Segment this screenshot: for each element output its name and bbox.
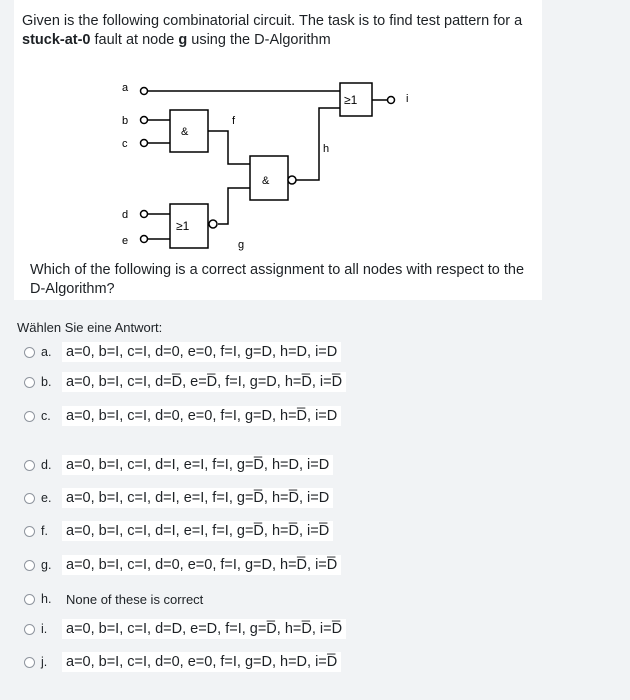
option-text[interactable]: None of these is correct xyxy=(66,591,204,607)
and-gate-2-symbol: & xyxy=(262,175,270,187)
fault-type: stuck-at-0 xyxy=(22,32,91,48)
label-c: c xyxy=(122,138,128,150)
question-intro: Given is the following combinatorial circuit. The task is to find test pattern for a xyxy=(22,13,523,29)
circuit-diagram xyxy=(110,78,450,258)
radio-f[interactable] xyxy=(24,526,35,537)
option-f[interactable] xyxy=(24,519,330,543)
option-letter: a. xyxy=(41,345,52,359)
option-g[interactable] xyxy=(24,553,338,577)
or-gate-1-symbol: ≥1 xyxy=(176,219,190,233)
option-text[interactable]: a=0, b=I, c=I, d=I, e=I, f=I, g=D̅, h=D̅, i=D xyxy=(62,488,333,508)
option-text[interactable]: a=0, b=I, c=I, d=0, e=0, f=I, g=D, h=D, i=D̅ xyxy=(62,652,341,672)
option-j[interactable] xyxy=(24,650,338,674)
option-letter: j. xyxy=(41,655,48,669)
label-d: d xyxy=(122,209,129,221)
radio-j[interactable] xyxy=(24,657,35,668)
option-b[interactable] xyxy=(24,370,343,394)
option-text[interactable]: a=0, b=I, c=I, d=0, e=0, f=I, g=D, h=D̅, i=D̅ xyxy=(62,555,341,575)
label-g: g xyxy=(238,239,245,251)
label-e: e xyxy=(122,235,129,247)
option-letter: g. xyxy=(41,558,52,572)
option-letter: i. xyxy=(41,622,48,636)
label-b: b xyxy=(122,115,129,127)
option-text[interactable]: a=0, b=I, c=I, d=D̅, e=D̅, f=I, g=D, h=D̅, i=D̅ xyxy=(62,372,346,392)
option-c[interactable] xyxy=(24,404,338,428)
question-followup: Which of the following is a correct assignment to all nodes with respect to the D-Algorithm? xyxy=(30,262,525,297)
label-h: h xyxy=(323,143,330,155)
option-h[interactable] xyxy=(24,587,204,611)
radio-h[interactable] xyxy=(24,594,35,605)
input-a-terminal xyxy=(141,88,148,95)
option-text[interactable]: a=0, b=I, c=I, d=I, e=I, f=I, g=D̅, h=D̅, i=D̅ xyxy=(62,521,333,541)
answer-prompt: Wählen Sie eine Antwort: xyxy=(17,320,163,335)
radio-e[interactable] xyxy=(24,493,35,504)
option-a[interactable] xyxy=(24,340,338,364)
radio-a[interactable] xyxy=(24,347,35,358)
option-letter: d. xyxy=(41,458,52,472)
label-i: i xyxy=(406,93,409,105)
option-text[interactable]: a=0, b=I, c=I, d=0, e=0, f=I, g=D, h=D̅, i=D xyxy=(62,406,341,426)
option-letter: c. xyxy=(41,409,51,423)
question-post: using the D-Algorithm xyxy=(187,32,331,48)
output-i-terminal xyxy=(388,97,395,104)
label-f: f xyxy=(232,115,236,127)
or-gate-1-bubble xyxy=(209,220,217,228)
option-letter: b. xyxy=(41,375,52,389)
and-gate-1-symbol: & xyxy=(181,126,189,138)
input-d-terminal xyxy=(141,211,148,218)
input-c-terminal xyxy=(141,140,148,147)
option-e[interactable] xyxy=(24,486,330,510)
radio-b[interactable] xyxy=(24,377,35,388)
fault-node: g xyxy=(178,32,188,48)
option-text[interactable]: a=0, b=I, c=I, d=D, e=D, f=I, g=D̅, h=D̅, i=D̅ xyxy=(62,619,346,639)
option-letter: h. xyxy=(41,592,52,606)
option-d[interactable] xyxy=(24,453,330,477)
input-e-terminal xyxy=(141,236,148,243)
option-i[interactable] xyxy=(24,617,343,641)
radio-g[interactable] xyxy=(24,560,35,571)
radio-i[interactable] xyxy=(24,624,35,635)
option-text[interactable]: a=0, b=I, c=I, d=0, e=0, f=I, g=D, h=D, i=D xyxy=(62,342,341,362)
question-text xyxy=(22,12,542,50)
label-a: a xyxy=(122,82,129,94)
radio-c[interactable] xyxy=(24,411,35,422)
input-b-terminal xyxy=(141,117,148,124)
question-mid: fault at node xyxy=(90,32,179,48)
or-gate-2-symbol: ≥1 xyxy=(344,93,358,107)
option-letter: f. xyxy=(41,524,48,538)
and-gate-1 xyxy=(170,110,208,152)
option-text[interactable]: a=0, b=I, c=I, d=I, e=I, f=I, g=D̅, h=D, i=D xyxy=(62,455,333,475)
and-gate-2-bubble xyxy=(288,176,296,184)
radio-d[interactable] xyxy=(24,460,35,471)
option-letter: e. xyxy=(41,491,52,505)
